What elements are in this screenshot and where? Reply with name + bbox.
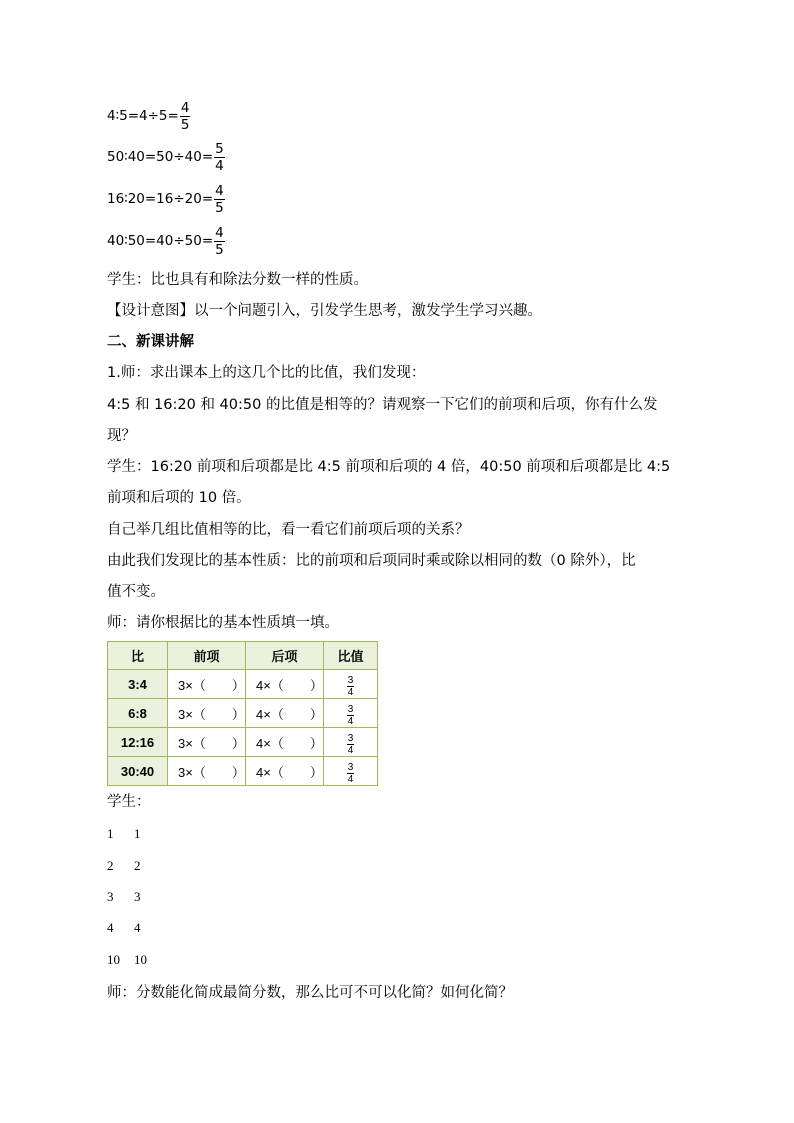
fraction bbox=[180, 100, 191, 133]
answer-value: 4 bbox=[134, 920, 141, 935]
ratio-value-cell bbox=[324, 670, 378, 699]
ratio-cell: 12:16 bbox=[108, 728, 168, 757]
fraction-numerator: 4 bbox=[215, 182, 224, 199]
fraction-numerator: 4 bbox=[215, 224, 224, 241]
equation-3 bbox=[107, 179, 225, 219]
front-term-cell[interactable]: 3×（ ） bbox=[168, 699, 246, 728]
ratio-property-table bbox=[107, 641, 378, 786]
answer-value: 1 bbox=[134, 826, 141, 841]
equation-4 bbox=[107, 221, 225, 261]
fraction bbox=[214, 183, 225, 216]
front-term-cell[interactable]: 3×（ ） bbox=[168, 757, 246, 786]
table-row bbox=[108, 670, 378, 699]
ratio-cell: 30:40 bbox=[108, 757, 168, 786]
paragraph-property: 由此我们发现比的基本性质：比的前项和后项同时乘或除以相同的数（0 除外），比 bbox=[107, 553, 636, 569]
fraction-denominator: 4 bbox=[347, 686, 354, 698]
fraction-numerator: 3 bbox=[347, 703, 354, 715]
answer-value: 3 bbox=[107, 889, 114, 904]
fraction-denominator: 5 bbox=[215, 241, 224, 258]
answer-value: 10 bbox=[134, 952, 147, 967]
fraction-denominator: 4 bbox=[347, 773, 354, 785]
fraction-denominator: 5 bbox=[215, 199, 224, 216]
paragraph-question-cont: 现？ bbox=[107, 428, 136, 444]
fraction-denominator: 4 bbox=[215, 157, 224, 174]
fraction bbox=[347, 762, 355, 785]
equation-text: 4∶5=4÷5= bbox=[107, 108, 179, 124]
table-row bbox=[108, 757, 378, 786]
fraction bbox=[347, 675, 355, 698]
table-row bbox=[108, 699, 378, 728]
paragraph-student-2-cont: 前项和后项的 10 倍。 bbox=[107, 490, 251, 506]
back-term-cell[interactable]: 4×（ ） bbox=[246, 728, 324, 757]
equation-text: 16∶20=16÷20= bbox=[107, 191, 214, 207]
fraction bbox=[347, 704, 355, 727]
fraction-denominator: 4 bbox=[347, 744, 354, 756]
answer-value: 3 bbox=[134, 889, 141, 904]
answer-value: 4 bbox=[107, 920, 114, 935]
front-term-cell[interactable]: 3×（ ） bbox=[168, 670, 246, 699]
paragraph-student-2: 学生：16:20 前项和后项都是比 4:5 前项和后项的 4 倍，40:50 前项和后项都是比 4:5 bbox=[107, 459, 671, 475]
ratio-value-cell bbox=[324, 728, 378, 757]
ratio-cell: 3:4 bbox=[108, 670, 168, 699]
table-header: 前项 bbox=[168, 642, 246, 670]
fraction-numerator: 3 bbox=[347, 761, 354, 773]
equation-2 bbox=[107, 137, 225, 177]
answer-line bbox=[107, 920, 161, 936]
paragraph-property-cont: 值不变。 bbox=[107, 584, 165, 600]
ratio-value-cell bbox=[324, 699, 378, 728]
fraction bbox=[347, 733, 355, 756]
ratio-value-cell bbox=[324, 757, 378, 786]
paragraph-design-intent: 【设计意图】以一个问题引入，引发学生思考，激发学生学习兴趣。 bbox=[107, 303, 542, 319]
paragraph-teacher-1: 1.师：求出课本上的这几个比的比值，我们发现： bbox=[107, 365, 426, 381]
ratio-cell: 6:8 bbox=[108, 699, 168, 728]
fraction-numerator: 3 bbox=[347, 674, 354, 686]
answer-line bbox=[107, 889, 161, 905]
answer-line bbox=[107, 858, 161, 874]
fraction-numerator: 4 bbox=[180, 99, 190, 116]
back-term-cell[interactable]: 4×（ ） bbox=[246, 699, 324, 728]
table-header-row bbox=[108, 642, 378, 670]
paragraph-examples: 自己举几组比值相等的比，看一看它们前项后项的关系？ bbox=[107, 522, 470, 538]
answer-line bbox=[107, 952, 161, 968]
fraction bbox=[214, 141, 225, 174]
table-header: 比值 bbox=[324, 642, 378, 670]
section-heading: 二、新课讲解 bbox=[107, 334, 194, 350]
equation-1 bbox=[107, 96, 190, 136]
paragraph-teacher-2: 师：请你根据比的基本性质填一填。 bbox=[107, 615, 339, 631]
paragraph-question: 4:5 和 16:20 和 40:50 的比值是相等的？请观察一下它们的前项和后项，你有什么发 bbox=[107, 397, 658, 413]
answer-value: 1 bbox=[107, 826, 114, 841]
fraction-numerator: 3 bbox=[347, 732, 354, 744]
equation-text: 50∶40=50÷40= bbox=[107, 149, 214, 165]
answer-value: 2 bbox=[107, 858, 114, 873]
front-term-cell[interactable]: 3×（ ） bbox=[168, 728, 246, 757]
equation-text: 40∶50=40÷50= bbox=[107, 233, 214, 249]
paragraph-student-3: 学生： bbox=[107, 794, 151, 810]
back-term-cell[interactable]: 4×（ ） bbox=[246, 670, 324, 699]
table-header: 比 bbox=[108, 642, 168, 670]
back-term-cell[interactable]: 4×（ ） bbox=[246, 757, 324, 786]
paragraph-student-1: 学生：比也具有和除法分数一样的性质。 bbox=[107, 272, 368, 288]
answer-line bbox=[107, 826, 161, 842]
fraction-denominator: 4 bbox=[347, 715, 354, 727]
answer-value: 10 bbox=[107, 952, 120, 967]
answer-value: 2 bbox=[134, 858, 141, 873]
table-row bbox=[108, 728, 378, 757]
fraction bbox=[214, 225, 225, 258]
paragraph-teacher-3: 师：分数能化简成最简分数，那么比可不可以化简？如何化简？ bbox=[107, 985, 513, 1001]
fraction-denominator: 5 bbox=[180, 116, 190, 133]
fraction-numerator: 5 bbox=[215, 140, 224, 157]
table-header: 后项 bbox=[246, 642, 324, 670]
